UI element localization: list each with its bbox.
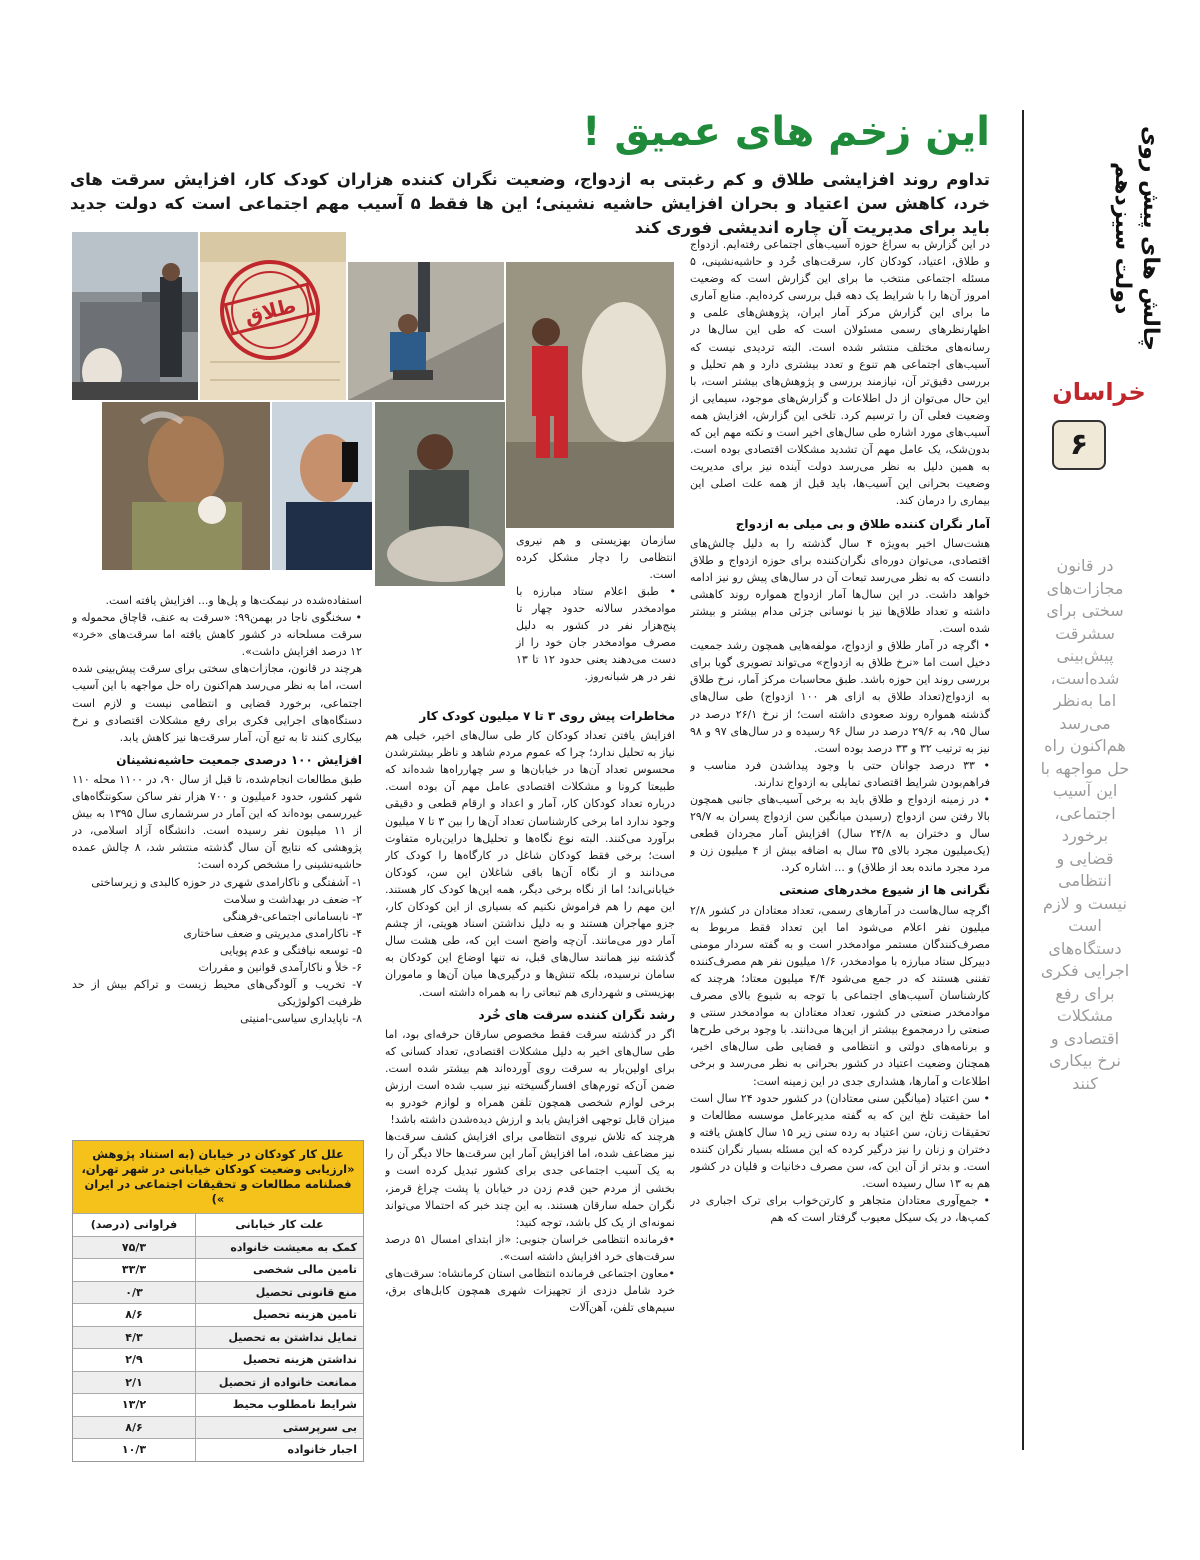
paragraph: هشت‌سال اخیر به‌ویژه ۴ سال گذشته را به دلیل چالش‌های اقتصادی، می‌توان دوره‌ای نگران‌کننده برای حوزه ازدواج و طلاق دانست که به نظر می‌رسد تبعات آن در سال‌های پیش رو نیز ادامه خواهد داشت. در این سال‌ها آمار ازدواج همواره روند کاهشی داشته و تعداد طلاق‌ها نیز با نوسانی جزئی مدام بیشتر و بیشتر شده است. [690,536,990,636]
paragraph: هرچند که تلاش نیروی انتظامی برای افزایش کشف سرقت‌ها نیز مضاعف شده، اما افزایش آمار این سرقت‌ها حالا دیگر آن را به یک آسیب اجتماعی جدی برای کشور تبدیل کرده است و بخشی از مردم حین قدم زدن در خیابان یا پشت چراغ قرمز، نگران حمله سارقان هستند. به این چند خبر که احتمالا می‌تواند نمونه‌ای از یک کل باشد، توجه کنید: [385,1130,675,1229]
cell-cause: کمک به معیشت خانواده [196,1236,364,1259]
list-item: ۱- آشفتگی و ناکارامدی شهری در حوزه کالبدی و زیرساختی [91,875,362,889]
list-item: ۴- ناکارامدی مدیریتی و ضعف ساختاری [183,926,362,940]
list-item: ۵- توسعه نیافتگی و عدم پویایی [220,943,362,957]
article-column-1 [690,236,990,1456]
divorce-stamp-label: طلاق [242,293,299,329]
cell-cause: ممانعت خانواده از تحصیل [196,1371,364,1394]
paragraph: • اگرچه در آمار طلاق و ازدواج، مولفه‌هایی همچون رشد جمعیت دخیل است اما «نرخ طلاق به ازدواج» می‌تواند تصویری گویا برای بررسی روند این حوزه باشد. طبق محاسبات مرکز آمار، نرخ طلاق به ازدواج(تعداد طلاق به ازای هر ۱۰۰ ازدواج) طی سال‌های گذشته همواره روند صعودی داشته است؛ از نرخ ۲۶/۱ درصد در سال ۹۵، به ۲۹/۶ درصد در سال ۹۶ رسیده و در سال‌های ۹۷ و ۹۸ نیز به ترتیب ۳۲ و ۳۳ درصد بوده است. [690,639,990,755]
series-title: چالش های پیش روی دولت سیزدهم [1110,125,1163,351]
sidebar-divider [1022,110,1024,1450]
cell-cause: تامین هزینه تحصیل [196,1304,364,1327]
photo-street-child-sitting [348,262,504,400]
paragraph: • سخنگوی ناجا در بهمن۹۹: «سرقت به عنف، قاچاق محموله و سرقت مسلحانه در کشور کاهش یافته اما سرقت‌های «خرد» ۱۲ درصد افزایش داشت». [72,611,362,659]
cell-frequency: ۸/۶ [73,1304,196,1327]
paragraph: • سن اعتیاد (میانگین سنی معتادان) در کشور حدود ۲۴ سال است اما حقیقت تلخ این که به گفته مدیرعامل موسسه مطالعات و تحقیقات زنان، سن اعتیاد به رده سنی زیر ۱۵ سال کاهش یافته و دختران و زنان را نیز درگیر کرده که این مسئله بسیار نگران کننده است. و بدتر از آن این که، سن مصرف دخانیات و قلیان در کشور هم به ۱۳ سال رسیده است. [690,1091,990,1191]
section-heading-divorce: آمار نگران کننده طلاق و بی میلی به ازدواج [735,516,990,531]
cell-frequency: ۲/۹ [73,1349,196,1372]
cell-cause: منع قانونی تحصیل [196,1281,364,1304]
header-frequency: فراوانی (درصد) [73,1214,196,1237]
section-heading-child-labor: مخاطرات پیش روی ۳ تا ۷ میلیون کودک کار [419,709,675,723]
table-header-row [73,1214,363,1237]
paragraph: • در زمینه ازدواج و طلاق باید به برخی آسیب‌های جانبی همچون بالا رفتن سن ازدواج (رسیدن میانگین سن ازدواج پسران به ۲۹/۷ سال و دختران به ۲۴/۸ سال) افزایش آمار مجردان قطعی (یک‌میلیون مجرد بالای ۳۵ سال به اضافه بیش از ۴ میلیون زن و مرد مجرد مانده بعد از طلاق) و ... اشاره کرد. [690,793,990,875]
page-title: این زخم های عمیق ! [582,109,990,155]
page-number: ۶ [1052,420,1106,470]
cell-cause: بی سرپرستی [196,1416,364,1439]
lead-paragraph: تداوم روند افزایشی طلاق و کم رغبتی به ازدواج، وضعیت نگران کننده هزاران کودک کار، افزایش سرقت های خرد، کاهش سن اعتیاد و بحران افزایش حاشیه نشینی؛ این ها فقط ۵ آسیب مهم اجتماعی است که دولت جدید باید برای مدیریت آن چاره اندیشی فوری کند [70,170,990,237]
cell-cause: تمایل نداشتن به تحصیل [196,1326,364,1349]
photo-garbage-bin [72,232,198,400]
paragraph: • ۳۳ درصد جوانان حتی با وجود پیداشدن فرد مناسب و فراهم‌بودن شرایط اقتصادی تمایلی به ازدواج ندارند. [690,758,990,789]
table-title: علل کار کودکان در خیابان (به استناد پژوهش «ارزیابی وضعیت کودکان خیابانی در شهر تهران، فصلنامه مطالعات و تحقیقات اجتماعی در ایران ») [73,1141,363,1213]
photo-smoking-man [102,402,270,570]
child-labor-causes-table [72,1140,364,1462]
challenge-list [72,874,362,1028]
table-row [73,1281,363,1304]
cell-cause: تامین مالی شخصی [196,1259,364,1282]
paragraph: •معاون اجتماعی فرمانده انتظامی استان کرمانشاه: سرقت‌های خرد شامل دزدی از تجهیزات شهری همچون کابل‌های برق، سیم‌های تلفن، آهن‌آلات [385,1267,675,1315]
section-heading-theft: رشد نگران کننده سرقت های خُرد [478,1007,675,1022]
cell-frequency: ۷۵/۳ [73,1236,196,1259]
table-row [73,1371,363,1394]
list-item: ۷- تخریب و آلودگی‌های محیط زیست و تراکم بیش از حد ظرفیت اکولوژیکی [72,978,362,1009]
pull-quote: در قانون مجازات‌های سختی برای سشرقت پیش‌بینی شده‌است، اما به‌نظر می‌رسد هم‌اکنون راه حل مواجهه با این آسیب اجتماعی، برخورد قضایی و انتظامی نیست و لازم است دستگاه‌های اجرایی فکری برای رفع مشکلات اقتصادی و نرخ بیکاری کنند [1040,556,1130,1093]
table-row [73,1236,363,1259]
header-cause: علت کار خیابانی [196,1214,364,1237]
table-row [73,1326,363,1349]
list-item: ۳- نابسامانی اجتماعی-فرهنگی [222,909,362,923]
photo-divorce-stamp [200,232,346,400]
paragraph: • جمع‌آوری معتادان متجاهر و کارتن‌خواب برای ترک اجباری در کمپ‌ها، در یک سیکل معیوب گرفتار است که هم [690,1194,990,1225]
cell-frequency: ۴/۳ [73,1326,196,1349]
photo-man-phone [272,402,372,570]
paragraph: استفاده‌شده در نیمکت‌ها و پل‌ها و... افزایش یافته است. [105,594,362,607]
photo-child-garbage [375,402,505,586]
photo-caption-col: سازمان بهزیستی و هم نیروی انتظامی را دچار مشکل کرده است. • طبق اعلام ستاد مبارزه با موادمخدر سالانه حدود چهار تا پنج‌هزار نفر در کشور به دلیل مصرف موادمخدر جان خود را از دست می‌دهند یعنی حدود ۱۲ تا ۱۳ نفر در هر شبانه‌روز. [516,534,676,683]
data-table [73,1213,363,1461]
article-column-3 [72,592,362,1137]
table-row [73,1349,363,1372]
paragraph: اگرچه سال‌هاست در آمارهای رسمی، تعداد معتادان در کشور ۲/۸ میلیون نفر اعلام می‌شود اما این تعداد فقط مربوط به مصرف‌کنندگان مستمر موادمخدر است و به گفته سردار مومنی دبیرکل ستاد مبارزه با موادمخدر، ۱/۶ میلیون نفر هم مصرف‌کننده تفننی هستند که در جمع می‌شود ۴/۴ میلیون معتاد؛ هرچند که کارشناسان آسیب‌های اجتماعی با توجه به شیوع بالای مصرف موادمخدر صنعتی در کشور، تعداد معتادان به موادمخدر سنتی و صنعتی را درمجموع بیشتر از این‌ها می‌دانند. با وجود برخی طرح‌ها و برنامه‌های دولتی و انتظامی و قضایی طی سال‌های اخیر، همچنان وضعیت اعتیاد در کشور بحرانی به نظر می‌رسد و برخی اطلاعات و آمارها، هشداری جدی در این زمینه است: [690,903,990,1088]
table-row [73,1394,363,1417]
intro-paragraph: در این گزارش به سراغ حوزه آسیب‌های اجتماعی رفته‌ایم. ازدواج و طلاق، اعتیاد، کودکان کار، سرقت‌های خُرد و حاشیه‌نشینی، ۵ مسئله اجتماعی منتخب ما برای این گزارش است که وضعیت امروز آن‌ها را با شرایط یک دهه قبل بررسی کرده‌ایم. منابع آماری ما برای این گزارش مرکز آمار ایران، پژوهش‌های علمی و اظهارنظرهای رسمی مسئولان است که طی این سال‌ها در رسانه‌های مختلف منتشر شده است. البته تردیدی نیست که آسیب‌های اجتماعی هم تنوع و تعدد بیشتری دارد و هم تحلیل و بررسی دقیق‌تر آن، نیازمند بررسی و پژوهش‌های بیشتر است، با این حال می‌توان از دل اطلاعات و گزارش‌های موجود، سیمایی از وضعیت فعلی آن را ترسیم کرد. تلخی این گزارش، افزایش همه آسیب‌های مورد اشاره طی سال‌های اخیر است و نکته مهم این که بدون‌شک، یک عامل مهم آن تشدید مشکلات اقتصادی بوده است. به همین دلیل به نظر می‌رسد دولت آینده نیز برای مدیریت وضعیت بحرانی این آسیب‌ها، باید قبل از همه علت اصلی این بیماری را درمان کند. [690,238,990,508]
table-row [73,1416,363,1439]
cell-frequency: ۳۳/۳ [73,1259,196,1282]
cell-frequency: ۰/۳ [73,1281,196,1304]
list-item: ۸- ناپایداری سیاسی-امنیتی [240,1012,362,1026]
paragraph: هرچند در قانون، مجازات‌های سختی برای سرقت پیش‌بینی شده است، اما به نظر می‌رسد هم‌اکنون راه حل مواجهه با این آسیب اجتماعی، برخورد قضایی و انتظامی نیست و لازم است دستگاه‌های اجرایی فکری برای رفع مشکلات اقتصادی و نرخ بیکاری کنند تا به تبع آن، آمار سرقت‌ها نیز کاهش یابد. [72,662,362,744]
paragraph: •فرمانده انتظامی خراسان جنوبی: «از ابتدای امسال ۵۱ درصد سرقت‌های خرد افزایش داشته است». [385,1232,675,1263]
article-column-2 [385,702,675,1456]
cell-frequency: ۲/۱ [73,1371,196,1394]
paragraph: افزایش یافتن تعداد کودکان کار طی سال‌های اخیر، خیلی هم نیاز به تحلیل ندارد؛ چرا که عموم مردم شاهد و ناظر بیشترشدن محسوس تعداد آن‌ها در خیابان‌ها و سر چهارراه‌ها شده‌اند که طبیعتا کرونا و مشکلات اقتصادی عامل مهم آن بوده است. درباره تعداد کودکان کار، آمار و اعداد و ارقام قطعی و دقیقی وجود ندارد اما برخی کارشناسان تعداد آن‌ها را بین ۳ تا ۷ میلیون برآورد می‌کنند. البته نوع نگاه‌ها و تحلیل‌ها دراین‌باره متفاوت است؛ برخی فقط کودکان شاغل در کارگاه‌ها را کودک کار می‌دانند و از نگاه آن‌ها باقی شاغلان این سن، کودکان خیابانی‌اند؛ اما از نگاه برخی دیگر، همه این‌ها کودک کار هستند. این مهم را هم فراموش نکنیم که بسیاری از این کودکان کار، جزو مهاجران هستند و به دلیل نداشتن اسناد هویتی، از چشم آمار دور می‌مانند. آن‌چه واضح است این که، طی هشت سال گذشته نیز همانند سال‌های قبل، نه تنها اوضاع این کودکان به سامان نرسیده، بلکه تنش‌ها و درگیری‌ها میان آن‌ها و ماموران بهزیستی و شهرداری هم تبعاتی را به همراه داشته است. [385,729,675,999]
cell-frequency: ۱۰/۳ [73,1439,196,1461]
cell-frequency: ۸/۶ [73,1416,196,1439]
paragraph: اگر در گذشته سرقت فقط مخصوص سارقان حرفه‌ای بود، اما طی سال‌های اخیر به دلیل مشکلات اقتصادی، تعداد کسانی که برای اولین‌بار به سرقت روی آورده‌اند هم بیشتر شده است. ضمن آن‌که تورم‌های افسارگسیخته نیز سبب شده است ارزش برخی لوازم شخصی همچون تلفن همراه و لوازم خودرو به میزان قابل توجهی افزایش یابد و ارزش دیده‌شدن داشته باشد! [385,1027,675,1127]
section-heading-slums: افزایش ۱۰۰ درصدی جمعیت حاشیه‌نشینان [116,752,362,767]
cell-cause: اجبار خانواده [196,1439,364,1461]
section-heading-drugs: نگرانی ها از شیوع مخدرهای صنعتی [779,883,990,898]
cell-cause: نداشتن هزینه تحصیل [196,1349,364,1372]
table-row [73,1259,363,1282]
paragraph: طبق مطالعات انجام‌شده، تا قبل از سال ۹۰، در ۱۱۰۰ محله ۱۱۰ شهر کشور، حدود ۶میلیون و ۷۰۰ هزار نفر ساکن سکونتگاه‌های غیررسمی بوده‌اند که این آمار در سرشماری سال ۱۳۹۵ به بیش از ۱۱ میلیون نفر رسیده است. دانشگاه آزاد اسلامی، در پژوهشی که نتایج آن سال گذشته منتشر شد، ۸ چالش عمده حاشیه‌نشینی را مشخص کرده است: [72,772,362,872]
cell-cause: شرایط نامطلوب محیط [196,1394,364,1417]
list-item: ۶- خلأ و ناکارآمدی قوانین و مقررات [198,960,362,974]
brand-logo: خراسان [1052,378,1146,406]
photo-child-with-sack [506,262,674,528]
list-item: ۲- ضعف در بهداشت و سلامت [223,892,362,906]
table-row [73,1439,363,1461]
cell-frequency: ۱۳/۲ [73,1394,196,1417]
table-row [73,1304,363,1327]
